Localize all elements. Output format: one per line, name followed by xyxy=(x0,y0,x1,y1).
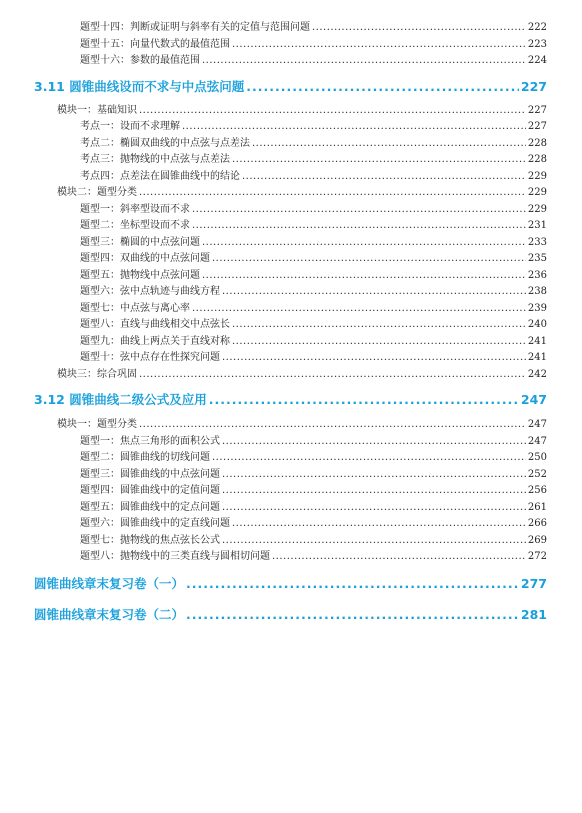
toc-item-entry[interactable] xyxy=(80,233,547,248)
toc-entry-title: 题型六：圆锥曲线中的定直线问题 xyxy=(80,518,230,529)
toc-entry-title: 题型三：圆锥曲线的中点弦问题 xyxy=(80,469,220,480)
toc-entry-title: 模块一：题型分类 xyxy=(57,419,137,430)
toc-page-number: 227 xyxy=(527,121,547,132)
dot-leader xyxy=(139,419,526,430)
toc-item-entry[interactable] xyxy=(80,150,547,165)
toc-item-entry[interactable] xyxy=(80,514,547,529)
dot-leader xyxy=(182,121,526,132)
toc-entry-title: 题型七：中点弦与离心率 xyxy=(80,303,190,314)
dot-leader xyxy=(232,154,526,165)
dot-leader xyxy=(192,220,526,231)
toc-page-number: 236 xyxy=(527,270,547,281)
dot-leader xyxy=(192,303,526,314)
toc-item-entry[interactable] xyxy=(80,18,547,33)
dot-leader xyxy=(222,535,526,546)
dot-leader xyxy=(139,187,526,198)
toc-entry-title: 3.11 圆锥曲线设而不求与中点弦问题 xyxy=(34,79,245,94)
toc-page-number: 227 xyxy=(520,79,547,94)
toc-module-entry[interactable] xyxy=(57,101,547,116)
dot-leader xyxy=(139,369,526,380)
dot-leader xyxy=(222,436,526,447)
toc-item-entry[interactable] xyxy=(80,249,547,264)
toc-item-entry[interactable] xyxy=(80,167,547,182)
toc-entry-title: 题型八：抛物线中的三类直线与圆相切问题 xyxy=(80,551,270,562)
toc-entry-title: 考点三：抛物线的中点弦与点差法 xyxy=(80,154,230,165)
toc-section-entry[interactable] xyxy=(34,77,547,95)
toc-page-number: 229 xyxy=(527,204,547,215)
toc-item-entry[interactable] xyxy=(80,200,547,215)
toc-page-number: 240 xyxy=(527,319,547,330)
toc-item-entry[interactable] xyxy=(80,332,547,347)
toc-entry-title: 题型一：焦点三角形的面积公式 xyxy=(80,436,220,447)
dot-leader xyxy=(186,607,519,622)
toc-item-entry[interactable] xyxy=(80,266,547,281)
toc-entry-title: 圆锥曲线章末复习卷（一） xyxy=(34,576,185,591)
toc-page-number: 228 xyxy=(527,154,547,165)
toc-item-entry[interactable] xyxy=(80,448,547,463)
toc-module-entry[interactable] xyxy=(57,365,547,380)
toc-page-number: 256 xyxy=(527,485,547,496)
toc-page-number: 238 xyxy=(527,286,547,297)
toc-entry-title: 模块三：综合巩固 xyxy=(57,369,137,380)
dot-leader xyxy=(202,237,526,248)
toc-page-number: 239 xyxy=(527,303,547,314)
toc-item-entry[interactable] xyxy=(80,465,547,480)
toc-page-number: 242 xyxy=(527,369,547,380)
toc-page-number: 229 xyxy=(527,171,547,182)
toc-entry-title: 题型一：斜率型设而不求 xyxy=(80,204,190,215)
toc-page-number: 252 xyxy=(527,469,547,480)
toc-entry-title: 题型七：抛物线的焦点弦长公式 xyxy=(80,535,220,546)
toc-item-entry[interactable] xyxy=(80,117,547,132)
dot-leader xyxy=(272,551,526,562)
toc-module-entry[interactable] xyxy=(57,183,547,198)
dot-leader xyxy=(186,576,519,591)
toc-entry-title: 题型十六：参数的最值范围 xyxy=(80,55,200,66)
dot-leader xyxy=(222,469,526,480)
toc-page-number: 224 xyxy=(527,55,547,66)
toc-entry-title: 圆锥曲线章末复习卷（二） xyxy=(34,607,185,622)
dot-leader xyxy=(202,55,526,66)
toc-page-number: 233 xyxy=(527,237,547,248)
toc-page-number: 269 xyxy=(527,535,547,546)
toc-item-entry[interactable] xyxy=(80,432,547,447)
dot-leader xyxy=(222,286,526,297)
dot-leader xyxy=(222,502,526,513)
toc-entry-title: 题型二：圆锥曲线的切线问题 xyxy=(80,452,210,463)
dot-leader xyxy=(192,204,526,215)
dot-leader xyxy=(139,105,526,116)
toc-entry-title: 考点四：点差法在圆锥曲线中的结论 xyxy=(80,171,240,182)
toc-entry-title: 题型五：抛物线中点弦问题 xyxy=(80,270,200,281)
dot-leader xyxy=(232,518,526,529)
toc-page-number: 272 xyxy=(527,551,547,562)
toc-page-number: 235 xyxy=(527,253,547,264)
toc-section-entry[interactable] xyxy=(34,390,547,408)
toc-entry-title: 题型四：圆锥曲线中的定值问题 xyxy=(80,485,220,496)
toc-item-entry[interactable] xyxy=(80,216,547,231)
dot-leader xyxy=(202,270,526,281)
toc-entry-title: 考点一：设而不求理解 xyxy=(80,121,180,132)
dot-leader xyxy=(222,352,526,363)
dot-leader xyxy=(242,171,526,182)
toc-page-number: 222 xyxy=(527,22,547,33)
toc-entry-title: 题型九：曲线上两点关于直线对称 xyxy=(80,336,230,347)
toc-page-number: 241 xyxy=(527,336,547,347)
toc-entry-title: 题型五：圆锥曲线中的定点问题 xyxy=(80,502,220,513)
toc-item-entry[interactable] xyxy=(80,547,547,562)
toc-page-number: 241 xyxy=(527,352,547,363)
toc-entry-title: 模块二：题型分类 xyxy=(57,187,137,198)
toc-item-entry[interactable] xyxy=(80,481,547,496)
toc-entry-title: 题型四：双曲线的中点弦问题 xyxy=(80,253,210,264)
toc-entry-title: 题型三：椭圆的中点弦问题 xyxy=(80,237,200,248)
toc-item-entry[interactable] xyxy=(80,299,547,314)
toc-entry-title: 题型二：坐标型设而不求 xyxy=(80,220,190,231)
toc-item-entry[interactable] xyxy=(80,282,547,297)
toc-entry-title: 题型十四：判断或证明与斜率有关的定值与范围问题 xyxy=(80,22,310,33)
toc-module-entry[interactable] xyxy=(57,415,547,430)
toc-page-number: 266 xyxy=(527,518,547,529)
toc-entry-title: 题型十：弦中点存在性探究问题 xyxy=(80,352,220,363)
toc-entry-title: 题型八：直线与曲线相交中点弦长 xyxy=(80,319,230,330)
toc-item-entry[interactable] xyxy=(80,51,547,66)
toc-entry-title: 考点二：椭圆双曲线的中点弦与点差法 xyxy=(80,138,250,149)
toc-page-number: 247 xyxy=(527,419,547,430)
dot-leader xyxy=(222,485,526,496)
toc-page-number: 223 xyxy=(527,39,547,50)
toc-page-number: 227 xyxy=(527,105,547,116)
toc-item-entry[interactable] xyxy=(80,35,547,50)
dot-leader xyxy=(209,392,519,407)
toc-item-entry[interactable] xyxy=(80,134,547,149)
toc-page-number: 277 xyxy=(520,576,547,591)
toc-page-number: 228 xyxy=(527,138,547,149)
dot-leader xyxy=(312,22,526,33)
dot-leader xyxy=(246,79,519,94)
toc-entry-title: 题型十五：向量代数式的最值范围 xyxy=(80,39,230,50)
toc-page-number: 247 xyxy=(527,436,547,447)
dot-leader xyxy=(212,452,526,463)
toc-page-number: 250 xyxy=(527,452,547,463)
dot-leader xyxy=(232,39,526,50)
toc-page-number: 231 xyxy=(527,220,547,231)
toc-item-entry[interactable] xyxy=(80,315,547,330)
toc-entry-title: 3.12 圆锥曲线二级公式及应用 xyxy=(34,392,207,407)
toc-section-entry[interactable] xyxy=(34,605,547,623)
toc-page-number: 261 xyxy=(527,502,547,513)
toc-page-number: 281 xyxy=(520,607,547,622)
toc-section-entry[interactable] xyxy=(34,574,547,592)
toc-page-number: 229 xyxy=(527,187,547,198)
dot-leader xyxy=(232,319,526,330)
toc-entry-title: 题型六：弦中点轨迹与曲线方程 xyxy=(80,286,220,297)
toc-item-entry[interactable] xyxy=(80,348,547,363)
toc-item-entry[interactable] xyxy=(80,498,547,513)
toc-entry-title: 模块一：基础知识 xyxy=(57,105,137,116)
toc-item-entry[interactable] xyxy=(80,531,547,546)
toc-page-number: 247 xyxy=(520,392,547,407)
dot-leader xyxy=(232,336,526,347)
dot-leader xyxy=(212,253,526,264)
dot-leader xyxy=(252,138,526,149)
